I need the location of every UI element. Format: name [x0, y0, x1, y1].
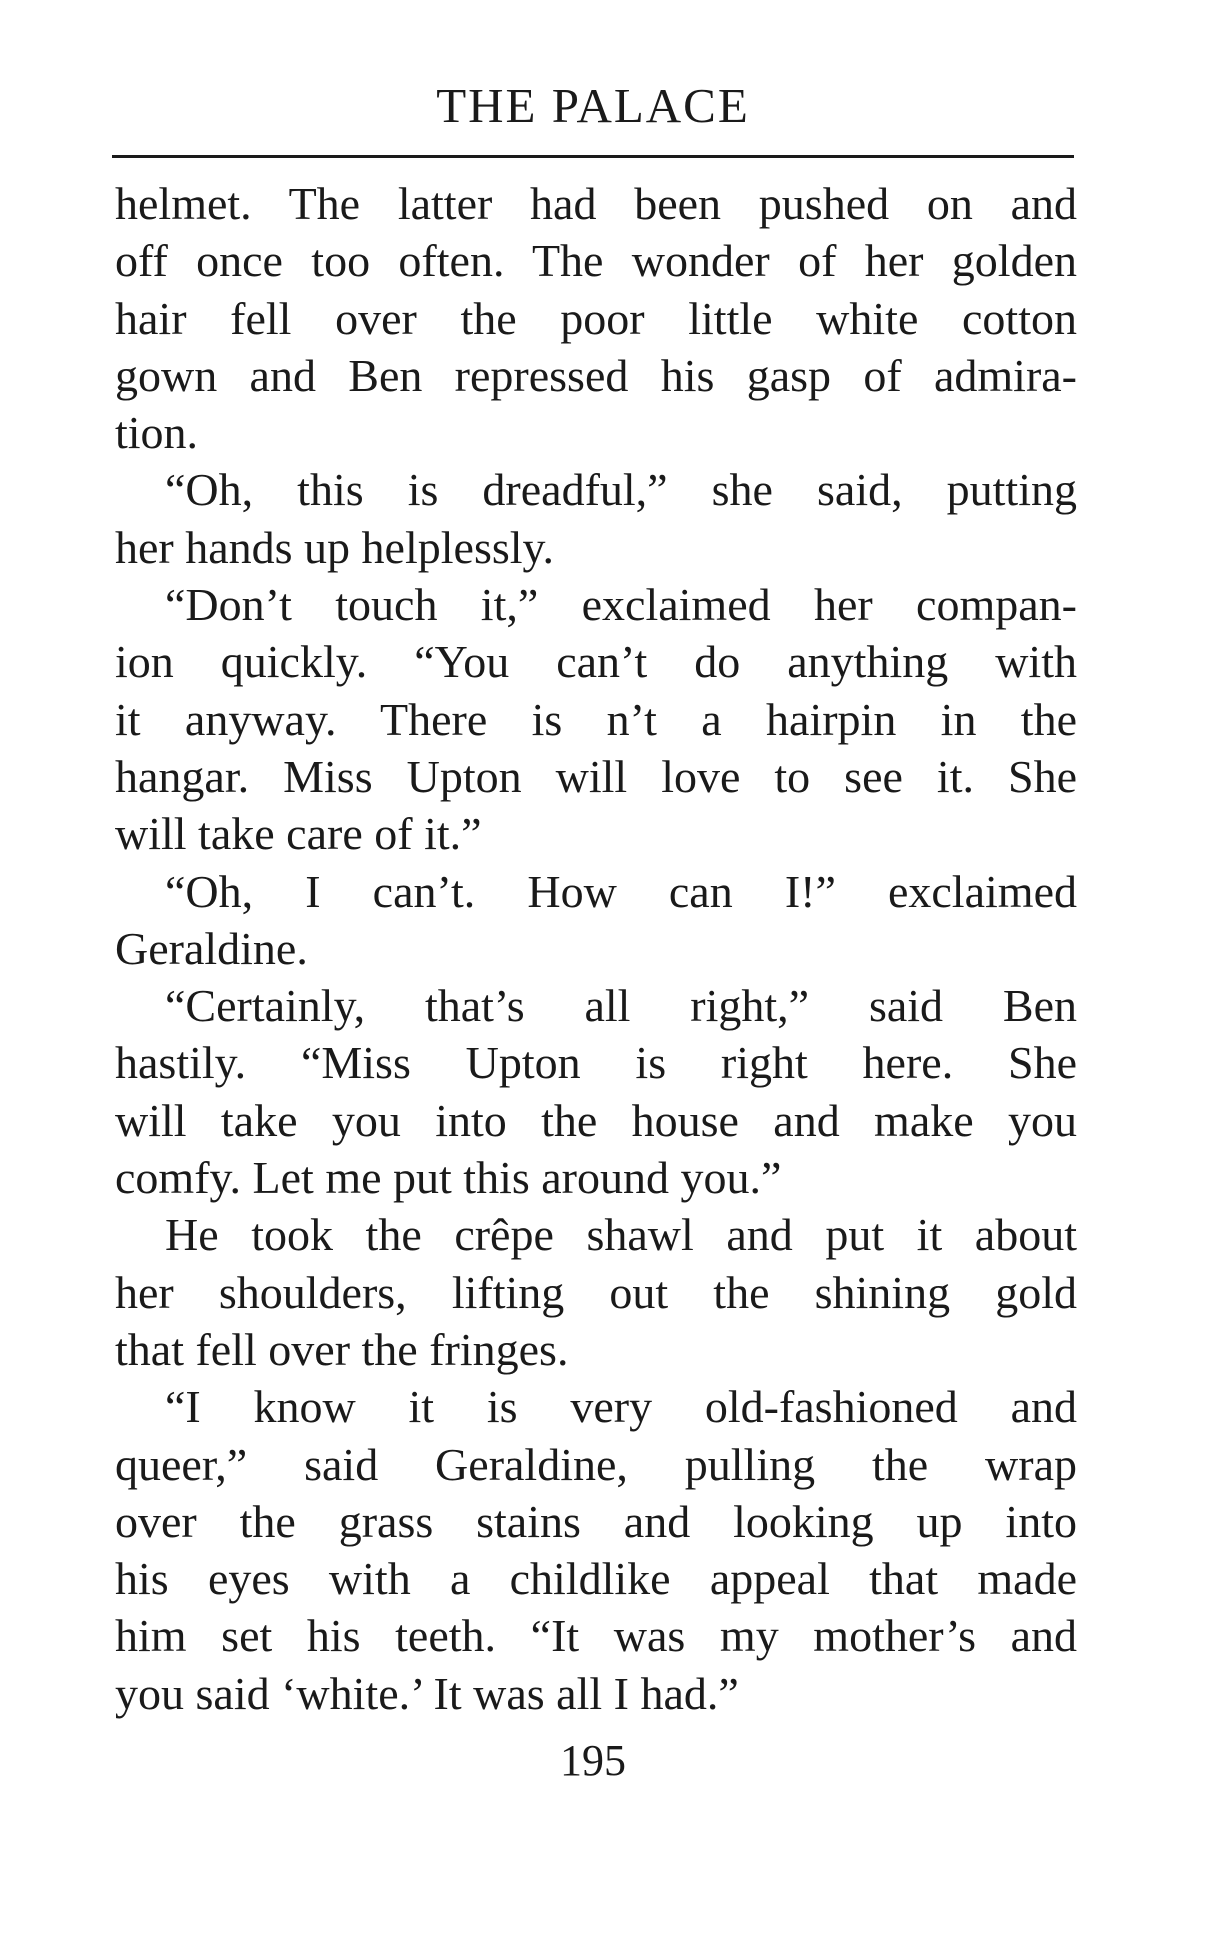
- text-line: ion quickly. “You can’t do anything with: [115, 636, 1077, 688]
- text-line: “Oh, I can’t. How can I!” exclaimed: [165, 865, 1077, 917]
- text-line: “Oh, this is dreadful,” she said, putting: [165, 464, 1077, 516]
- text-line: will take you into the house and make you: [115, 1094, 1077, 1146]
- text-line: her hands up helplessly.: [115, 521, 555, 573]
- text-line: comfy. Let me put this around you.”: [115, 1152, 782, 1204]
- running-head: THE PALACE: [436, 78, 750, 133]
- text-line: hair fell over the poor little white cotton: [115, 292, 1077, 344]
- text-line: it anyway. There is n’t a hairpin in the: [115, 693, 1077, 745]
- text-line: off once too often. The wonder of her golden: [115, 235, 1077, 287]
- text-line: “Certainly, that’s all right,” said Ben: [165, 980, 1077, 1032]
- text-line: queer,” said Geraldine, pulling the wrap: [115, 1438, 1077, 1490]
- page-number: 195: [560, 1736, 626, 1785]
- text-line: helmet. The latter had been pushed on and: [115, 178, 1077, 229]
- text-line: you said ‘white.’ It was all I had.”: [115, 1667, 739, 1719]
- text-line: her shoulders, lifting out the shining gold: [115, 1266, 1077, 1318]
- text-line: over the grass stains and looking up into: [115, 1495, 1077, 1547]
- text-line: “Don’t touch it,” exclaimed her compan-: [165, 579, 1077, 631]
- body-text: [115, 175, 1077, 1722]
- text-line: tion.: [115, 407, 199, 459]
- text-line: him set his teeth. “It was my mother’s and: [115, 1610, 1077, 1662]
- text-line: his eyes with a childlike appeal that made: [115, 1553, 1077, 1605]
- text-line: He took the crêpe shawl and put it about: [165, 1209, 1077, 1261]
- text-line: hangar. Miss Upton will love to see it. She: [115, 750, 1077, 802]
- header-rule: [112, 155, 1074, 158]
- text-line: Geraldine.: [115, 922, 308, 974]
- text-line: that fell over the fringes.: [115, 1323, 569, 1375]
- text-line: will take care of it.”: [115, 808, 482, 860]
- text-line: “I know it is very old-fashioned and: [165, 1381, 1077, 1433]
- text-line: hastily. “Miss Upton is right here. She: [115, 1037, 1077, 1089]
- text-line: gown and Ben repressed his gasp of admira-: [115, 349, 1077, 401]
